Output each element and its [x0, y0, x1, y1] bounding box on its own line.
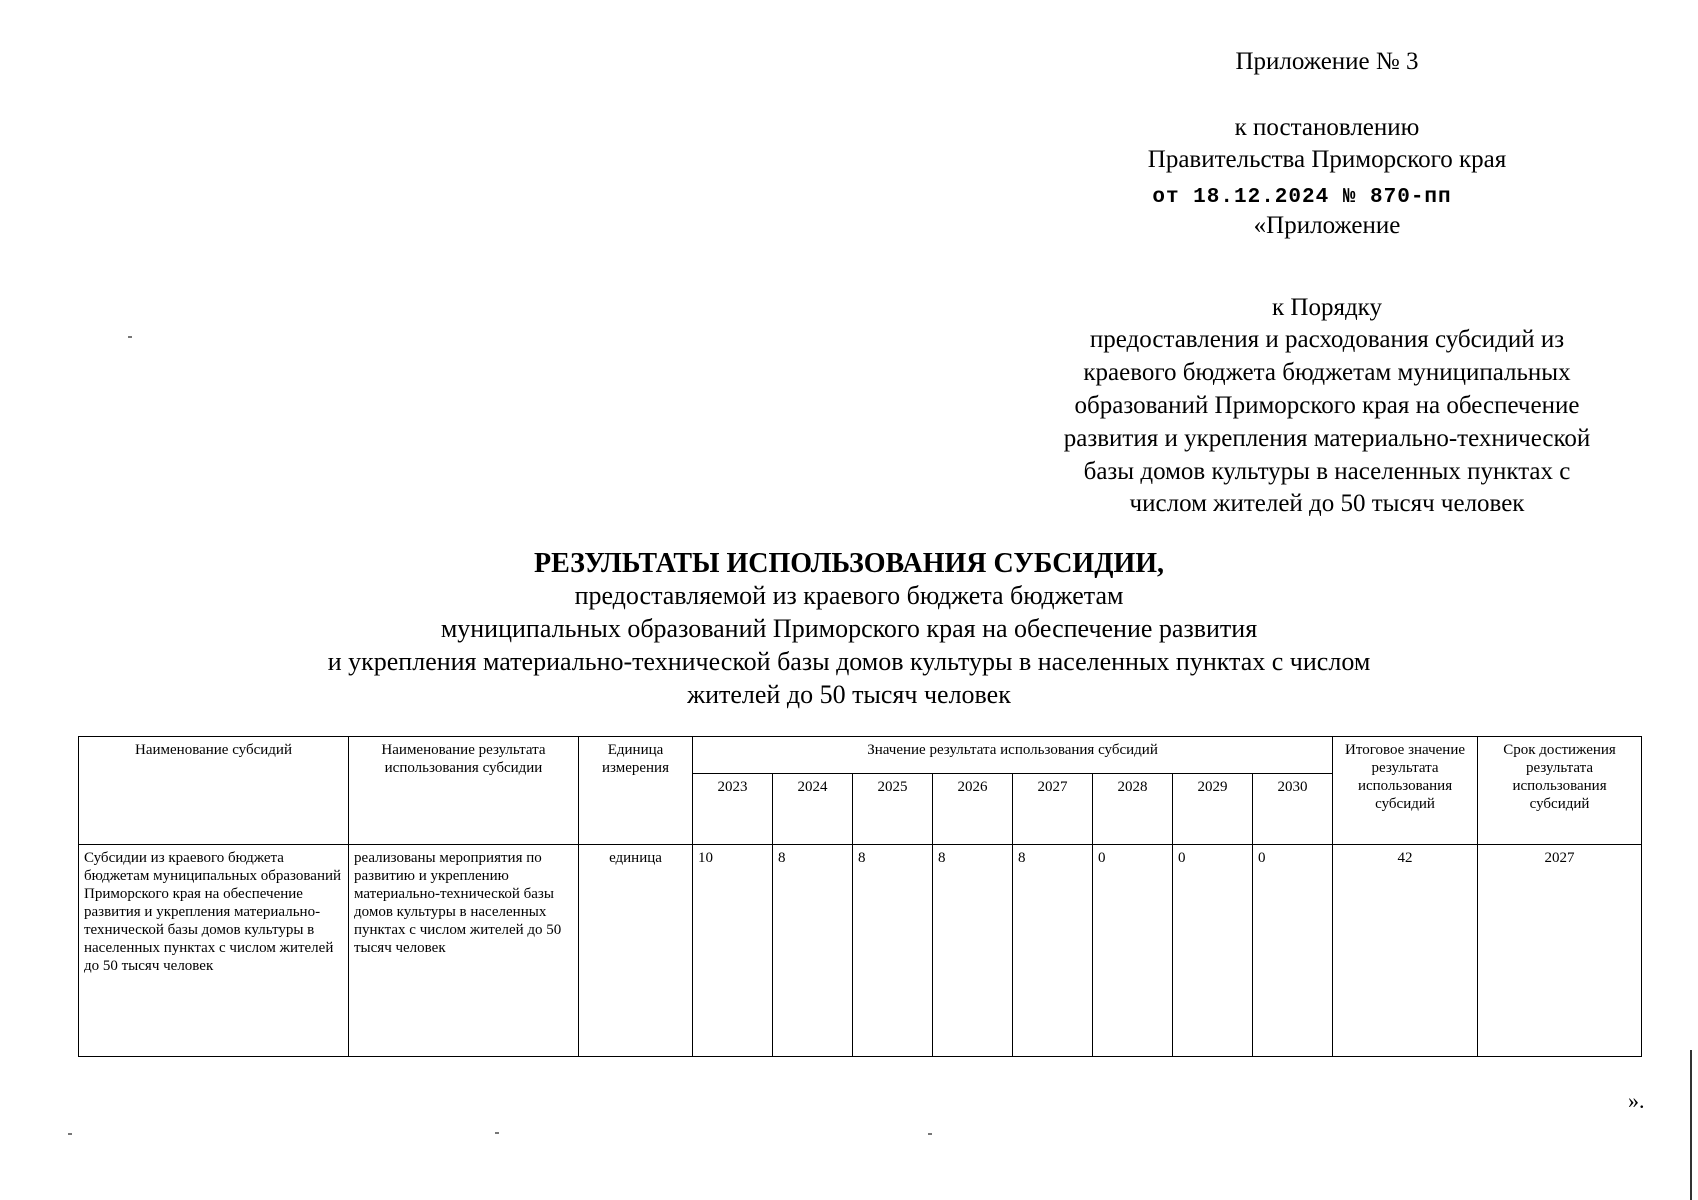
cell-deadline: 2027 [1478, 845, 1642, 1057]
cell-year-value: 8 [773, 845, 853, 1057]
col-unit: Единица измерения [579, 737, 693, 845]
to-resolution: к постановлению [1234, 114, 1420, 141]
col-year: 2026 [933, 774, 1013, 845]
cell-year-value: 0 [1093, 845, 1173, 1057]
resolution-date-number: от 18.12.2024 № 870-пп [1152, 186, 1452, 209]
title-subline: жителей до 50 тысяч человек [687, 680, 1011, 709]
cell-year-value: 10 [693, 845, 773, 1057]
cell-subsidy-name: Субсидии из краевого бюджета бюджетам муниципальных образований Приморского края на обеспечение развития и укрепления материально-технической базы домов культуры в населенных пунктах с числом жителей до 50 тысяч человек [79, 845, 349, 1057]
col-year: 2024 [773, 774, 853, 845]
scan-speck [68, 1133, 72, 1135]
table-row [79, 845, 1642, 1057]
cell-year-value: 0 [1253, 845, 1333, 1057]
scan-edge-line [1690, 1050, 1692, 1200]
order-line: предоставления и расходования субсидий из [1089, 326, 1565, 353]
cell-year-value: 8 [1013, 845, 1093, 1057]
cell-unit: единица [579, 845, 693, 1057]
cell-year-value: 0 [1173, 845, 1253, 1057]
col-value-group: Значение результата использования субсидий [693, 737, 1333, 774]
header-row [79, 737, 1642, 774]
title-subline: предоставляемой из краевого бюджета бюджетам [574, 581, 1124, 610]
to-order: к Порядку [1272, 294, 1382, 321]
closing-quote-mark: ». [1628, 1088, 1645, 1113]
col-result-name: Наименование результата использования субсидии [349, 737, 579, 845]
col-year: 2027 [1013, 774, 1093, 845]
col-year: 2025 [853, 774, 933, 845]
cell-total: 42 [1333, 845, 1478, 1057]
scan-speck [928, 1133, 932, 1135]
col-total: Итоговое значение результата использования субсидий [1333, 737, 1478, 845]
order-line: образований Приморского края на обеспечение [1074, 392, 1580, 419]
scan-speck [495, 1132, 499, 1134]
col-subsidy-name: Наименование субсидий [79, 737, 349, 845]
order-line: числом жителей до 50 тысяч человек [1129, 490, 1525, 517]
scan-speck [128, 336, 132, 338]
cell-result-name: реализованы мероприятия по развитию и укреплению материально-технической базы домов культуры в населенных пунктах с числом жителей до 50 тысяч человек [349, 845, 579, 1057]
col-year: 2023 [693, 774, 773, 845]
order-line: краевого бюджета бюджетам муниципальных [1083, 359, 1571, 386]
government-name: Правительства Приморского края [1147, 146, 1507, 173]
col-deadline: Срок достижения результата использования субсидий [1478, 737, 1642, 845]
document-title: РЕЗУЛЬТАТЫ ИСПОЛЬЗОВАНИЯ СУБСИДИИ, [533, 548, 1165, 579]
cell-year-value: 8 [933, 845, 1013, 1057]
results-table [78, 736, 1642, 1057]
title-subline: муниципальных образований Приморского края на обеспечение развития [440, 614, 1258, 643]
cell-year-value: 8 [853, 845, 933, 1057]
col-year: 2028 [1093, 774, 1173, 845]
col-year: 2030 [1253, 774, 1333, 845]
col-year: 2029 [1173, 774, 1253, 845]
appendix-number: Приложение № 3 [1235, 48, 1419, 75]
order-line: развития и укрепления материально-технической [1063, 425, 1591, 452]
order-line: базы домов культуры в населенных пунктах с [1083, 458, 1571, 485]
quote-appendix: «Приложение [1253, 212, 1401, 239]
title-subline: и укрепления материально-технической базы домов культуры в населенных пунктах с числом [327, 647, 1371, 676]
